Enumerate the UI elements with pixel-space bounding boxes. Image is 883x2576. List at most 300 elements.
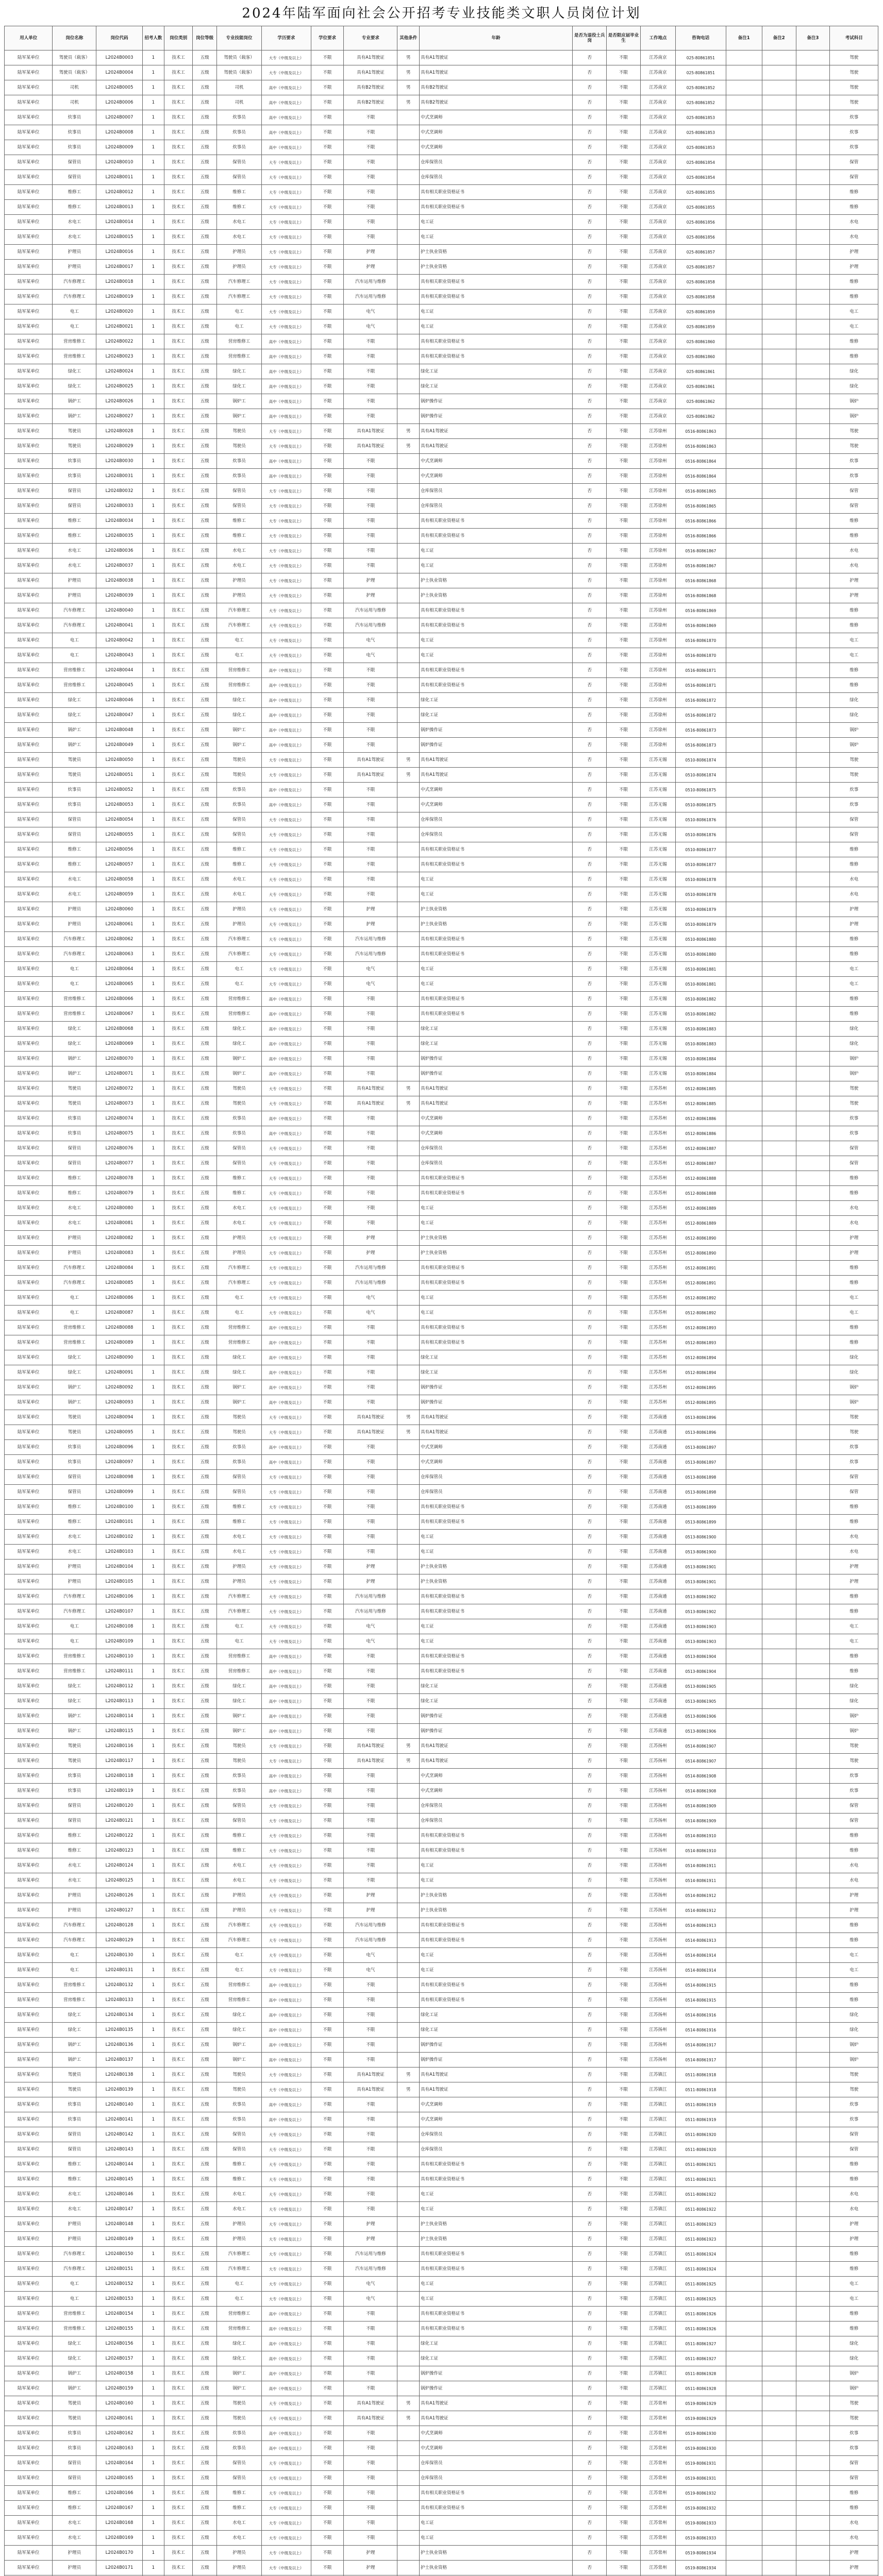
table-cell: L2024B0065 [96,977,142,992]
table-cell: 大专（中级及以上） [262,2546,311,2561]
table-cell: L2024B0012 [96,185,142,200]
table-cell [726,290,762,304]
table-cell: 不限 [311,1948,344,1963]
table-cell: 大专（中级及以上） [262,1500,311,1515]
table-cell [796,2187,830,2202]
table-cell [796,245,830,260]
table-cell: 025-80861851 [675,50,726,65]
table-cell: 不限 [311,1052,344,1066]
table-cell: 否 [573,588,607,603]
table-cell: 绿化工证 [419,364,572,379]
table-cell: 电工 [53,1306,96,1320]
table-cell: 江苏常州 [640,2486,675,2501]
table-cell: 江苏南通 [640,1574,675,1589]
table-row [5,1828,878,1843]
table-cell: 技术工 [164,1425,193,1440]
table-cell: 大专（中级及以上） [262,932,311,947]
table-cell [762,394,796,409]
table-cell [762,1141,796,1156]
table-cell: 营房维修工 [53,1978,96,1993]
table-cell: 江苏无锡 [640,872,675,887]
table-cell: 不限 [311,1350,344,1365]
table-cell [796,738,830,753]
table-cell [397,1022,419,1037]
table-cell: 否 [573,992,607,1007]
table-cell: 锅炉操作证 [419,409,572,424]
table-cell: 护理员 [217,1231,262,1246]
table-row [5,1948,878,1963]
table-cell [796,1485,830,1500]
table-cell: L2024B0032 [96,484,142,499]
table-cell: 五级 [193,1649,217,1664]
table-cell [796,663,830,678]
table-cell: 保管 [830,155,878,170]
table-cell: 护理员 [217,1903,262,1918]
table-cell: 1 [142,1022,164,1037]
table-cell: 不限 [607,1784,641,1799]
table-cell [796,514,830,529]
table-cell: 不限 [344,2366,397,2381]
table-cell: 否 [573,1664,607,1679]
table-row [5,1066,878,1081]
table-cell [726,2097,762,2112]
table-cell [726,140,762,155]
table-cell [726,2456,762,2471]
table-cell: 陆军某单位 [5,2142,53,2157]
table-cell: 江苏苏州 [640,1320,675,1335]
table-cell [796,200,830,215]
table-cell: 炊事员 [217,1440,262,1455]
table-cell: 不限 [311,2411,344,2426]
table-cell: 大专（中级及以上） [262,1081,311,1096]
table-cell: 025-80861861 [675,364,726,379]
table-cell: 陆军某单位 [5,245,53,260]
table-cell: 炊事 [830,1126,878,1141]
table-cell: 不限 [607,2321,641,2336]
table-row [5,2471,878,2486]
table-cell [726,1320,762,1335]
table-cell: 1 [142,2546,164,2561]
table-cell: 驾驶员 [217,1739,262,1754]
table-cell [726,723,762,738]
table-cell [762,95,796,110]
table-cell: 江苏常州 [640,2516,675,2531]
table-cell: 不限 [344,484,397,499]
table-cell: 陆军某单位 [5,1171,53,1186]
table-cell: 锅炉操作证 [419,394,572,409]
table-cell: 0511-80861923 [675,2232,726,2247]
table-cell: 维修工 [217,529,262,544]
table-cell: 技术工 [164,2232,193,2247]
table-cell [796,2067,830,2082]
table-cell: 江苏南通 [640,1619,675,1634]
table-cell: 不限 [607,1470,641,1485]
table-cell: 不限 [311,170,344,185]
table-cell: 驾驶员 [53,753,96,768]
table-cell: 维修 [830,678,878,693]
table-cell: 维修工 [53,2172,96,2187]
table-cell: 不限 [344,2142,397,2157]
table-cell: L2024B0081 [96,1216,142,1231]
table-cell [796,1096,830,1111]
table-cell: 不限 [311,917,344,932]
table-cell: 炊事 [830,1769,878,1784]
table-cell: 江苏南京 [640,155,675,170]
table-cell: 保管员 [53,1814,96,1828]
table-cell: 绿化 [830,1694,878,1709]
table-cell: 否 [573,962,607,977]
table-row [5,1141,878,1156]
table-cell [397,1888,419,1903]
table-cell: 不限 [311,1156,344,1171]
table-cell: 不限 [344,2202,397,2217]
table-cell: 大专（中级及以上） [262,2471,311,2486]
table-cell: 锅炉 [830,738,878,753]
table-cell: 不限 [607,2067,641,2082]
table-cell: 大专（中级及以上） [262,1634,311,1649]
table-cell: 不限 [607,723,641,738]
table-cell [726,2023,762,2038]
table-cell: 维修工 [217,1171,262,1186]
table-cell: 陆军某单位 [5,1963,53,1978]
table-cell: 五级 [193,290,217,304]
table-cell: 江苏南京 [640,379,675,394]
table-cell: 1 [142,618,164,633]
table-cell: 不限 [311,2351,344,2366]
table-cell: 否 [573,1709,607,1724]
table-cell: 技术工 [164,1515,193,1530]
table-cell: 五级 [193,827,217,842]
table-cell: L2024B0097 [96,1455,142,1470]
table-cell [726,1470,762,1485]
table-cell: 不限 [607,50,641,65]
table-cell: 否 [573,1261,607,1276]
table-cell [762,663,796,678]
table-cell: 否 [573,1679,607,1694]
table-cell: 不限 [607,1754,641,1769]
table-cell: 大专（中级及以上） [262,1470,311,1485]
table-cell: 不限 [607,768,641,783]
table-cell: 驾驶员 [53,1425,96,1440]
table-cell: 0510-80861881 [675,977,726,992]
table-cell: 江苏常州 [640,2411,675,2426]
table-cell: 否 [573,1963,607,1978]
table-cell: 护士执业资格 [419,1246,572,1261]
table-cell: 保管员 [53,1156,96,1171]
table-cell [397,110,419,125]
table-cell: 不限 [311,1126,344,1141]
table-cell: 1 [142,1216,164,1231]
table-cell: 否 [573,1096,607,1111]
table-cell: 025-80861853 [675,110,726,125]
table-cell: 不限 [344,1530,397,1545]
table-cell: 否 [573,573,607,588]
table-cell: 五级 [193,1052,217,1066]
table-cell [726,663,762,678]
table-cell: 维修工 [53,200,96,215]
table-cell: 保管 [830,1799,878,1814]
table-cell: 陆军某单位 [5,260,53,275]
table-cell: 男 [397,2082,419,2097]
table-cell: 绿化工 [53,364,96,379]
table-cell: 护理员 [53,1888,96,1903]
table-cell: 绿化 [830,1679,878,1694]
table-cell: 保管员 [53,2142,96,2157]
table-cell: L2024B0050 [96,753,142,768]
table-cell: 不限 [311,65,344,80]
table-cell: 中式烹调师 [419,140,572,155]
table-cell: 汽车修理工 [217,932,262,947]
table-cell [762,648,796,663]
table-cell: 汽车修理工 [53,2262,96,2277]
table-cell: 0513-80861897 [675,1455,726,1470]
table-cell: 不限 [344,364,397,379]
table-cell: 营房维修工 [217,1993,262,2008]
table-cell: 五级 [193,618,217,633]
table-cell [762,2202,796,2217]
table-cell [726,1201,762,1216]
table-cell: 维修工 [217,2172,262,2187]
table-cell: 否 [573,1589,607,1604]
table-cell: 不限 [344,1126,397,1141]
table-cell [726,1395,762,1410]
table-cell: 不限 [311,783,344,798]
table-cell: 汽车修理工 [217,2247,262,2262]
table-cell: L2024B0003 [96,50,142,65]
table-cell: 护理 [344,2546,397,2561]
table-cell: 锅炉 [830,1724,878,1739]
table-cell: 锅炉工 [53,1052,96,1066]
table-row [5,230,878,245]
table-cell: 否 [573,290,607,304]
table-row [5,170,878,185]
table-cell: 护理员 [53,260,96,275]
table-cell: 维修工 [53,842,96,857]
table-cell: 不限 [311,1141,344,1156]
table-cell: 五级 [193,678,217,693]
table-cell [397,1589,419,1604]
table-cell [796,1574,830,1589]
table-cell: 否 [573,1350,607,1365]
table-cell: L2024B0170 [96,2546,142,2561]
table-cell: 技术工 [164,753,193,768]
table-cell [796,1858,830,1873]
table-cell: 五级 [193,932,217,947]
table-cell: 技术工 [164,1186,193,1201]
table-cell: 护理 [830,1903,878,1918]
table-cell: L2024B0060 [96,902,142,917]
table-cell: 大专（中级及以上） [262,902,311,917]
table-cell [796,1007,830,1022]
table-cell: 高中（中级及以上） [262,2441,311,2456]
table-cell [726,603,762,618]
table-cell: 陆军某单位 [5,439,53,454]
table-cell: 不限 [607,1709,641,1724]
table-cell: 电工 [217,2277,262,2292]
table-cell: 不限 [311,1022,344,1037]
table-cell [726,379,762,394]
table-cell: 电工证 [419,558,572,573]
table-cell: 电工证 [419,1291,572,1306]
table-cell: 炊事员 [217,2441,262,2456]
table-cell [796,1619,830,1634]
table-row [5,1425,878,1440]
table-cell [762,454,796,469]
table-cell: 不限 [344,872,397,887]
table-cell: 电工 [830,2292,878,2307]
table-cell: 男 [397,768,419,783]
table-cell: 陆军某单位 [5,50,53,65]
table-cell [397,1007,419,1022]
table-cell: 电气 [344,1963,397,1978]
table-cell: 炊事员 [217,798,262,812]
table-cell [762,1500,796,1515]
table-cell: 具有A1驾驶证 [419,2411,572,2426]
table-cell: 技术工 [164,1201,193,1216]
table-cell [726,1530,762,1545]
table-cell: 锅炉操作证 [419,2366,572,2381]
table-cell: 绿化工 [53,2023,96,2038]
table-cell: 不限 [311,290,344,304]
table-cell [397,2172,419,2187]
column-header: 用人单位 [5,26,53,50]
table-cell [796,992,830,1007]
table-cell [796,2202,830,2217]
table-cell: 技术工 [164,1171,193,1186]
table-cell: L2024B0009 [96,140,142,155]
table-cell: 江苏徐州 [640,618,675,633]
table-cell: 水电工 [217,872,262,887]
table-cell: 保管 [830,484,878,499]
table-row [5,1410,878,1425]
table-cell: 具有相关职业资格证书 [419,290,572,304]
table-cell: 0512-80861895 [675,1395,726,1410]
table-cell: 护理员 [217,573,262,588]
table-cell: 不限 [311,2396,344,2411]
table-cell [762,2187,796,2202]
table-cell: 电工 [217,1963,262,1978]
table-cell: 具有A1驾驶证 [419,65,572,80]
table-cell: 不限 [311,1291,344,1306]
table-cell [397,1545,419,1560]
table-cell [796,2351,830,2366]
table-cell: 否 [573,1171,607,1186]
table-cell: 江苏扬州 [640,1903,675,1918]
table-cell: 高中（中级及以上） [262,1709,311,1724]
table-cell: 护士执业资格 [419,1888,572,1903]
table-cell: 电工证 [419,2277,572,2292]
column-header: 其他条件 [397,26,419,50]
table-cell [796,2157,830,2172]
table-cell: 汽车运用与维修 [344,290,397,304]
table-cell: 技术工 [164,618,193,633]
table-cell: 不限 [607,1664,641,1679]
table-cell: 水电 [830,230,878,245]
table-cell: 0511-80861923 [675,2217,726,2232]
table-cell: 0514-80861912 [675,1903,726,1918]
table-row [5,2366,878,2381]
table-cell: 0516-80861866 [675,529,726,544]
table-cell: 保管员 [217,155,262,170]
table-cell: 1 [142,1799,164,1814]
table-cell: 仓库保管员 [419,1156,572,1171]
table-cell: 否 [573,2202,607,2217]
table-cell [397,2217,419,2232]
table-cell: 025-80861860 [675,334,726,349]
table-cell: 江苏南京 [640,245,675,260]
table-cell: 驾驶员 [53,2411,96,2426]
table-cell: 大专（中级及以上） [262,1425,311,1440]
table-cell: 江苏镇江 [640,2142,675,2157]
table-cell: 江苏镇江 [640,2247,675,2262]
table-cell: 1 [142,2501,164,2516]
table-cell: 不限 [607,962,641,977]
table-cell: 男 [397,65,419,80]
table-cell: 否 [573,2112,607,2127]
table-cell: 高中（中级及以上） [262,469,311,484]
table-cell: 不限 [311,544,344,558]
table-cell: 不限 [311,1978,344,1993]
table-cell: 江苏苏州 [640,1395,675,1410]
table-cell: 保管 [830,827,878,842]
table-cell: 炊事 [830,783,878,798]
table-cell: 不限 [344,394,397,409]
table-cell: 陆军某单位 [5,753,53,768]
table-cell [397,1500,419,1515]
table-cell: 五级 [193,708,217,723]
table-cell: 五级 [193,125,217,140]
table-cell: L2024B0092 [96,1380,142,1395]
table-cell: 不限 [311,1111,344,1126]
table-cell: 江苏南京 [640,185,675,200]
table-cell [726,1948,762,1963]
table-cell: 炊事员 [53,454,96,469]
table-cell: 不限 [311,947,344,962]
table-cell [762,424,796,439]
table-cell: 不限 [607,260,641,275]
table-cell: 五级 [193,2531,217,2546]
table-cell: 否 [573,275,607,290]
table-cell [397,290,419,304]
table-row [5,1440,878,1455]
table-cell: 江苏南京 [640,65,675,80]
table-cell: 维修 [830,2307,878,2321]
table-cell: 高中（中级及以上） [262,2351,311,2366]
table-cell: 否 [573,1814,607,1828]
table-cell: 绿化工 [53,708,96,723]
table-cell: 男 [397,2067,419,2082]
table-cell: 维修 [830,1007,878,1022]
table-cell: 否 [573,1156,607,1171]
table-cell: 大专（中级及以上） [262,1156,311,1171]
table-cell: 驾驶员 [53,424,96,439]
table-cell [762,857,796,872]
table-cell: 高中（中级及以上） [262,2053,311,2067]
table-cell: 陆军某单位 [5,125,53,140]
table-cell: 1 [142,1694,164,1709]
table-cell: 绿化工 [53,2336,96,2351]
table-cell: 具有相关职业资格证书 [419,349,572,364]
table-cell [397,1141,419,1156]
table-cell: 不限 [311,1560,344,1574]
table-cell: 技术工 [164,1784,193,1799]
table-cell: 驾驶 [830,50,878,65]
table-cell: 电工证 [419,2531,572,2546]
table-cell: 大专（中级及以上） [262,1261,311,1276]
table-cell: 1 [142,2456,164,2471]
table-cell: 不限 [311,1186,344,1201]
table-cell: 0510-80861881 [675,962,726,977]
